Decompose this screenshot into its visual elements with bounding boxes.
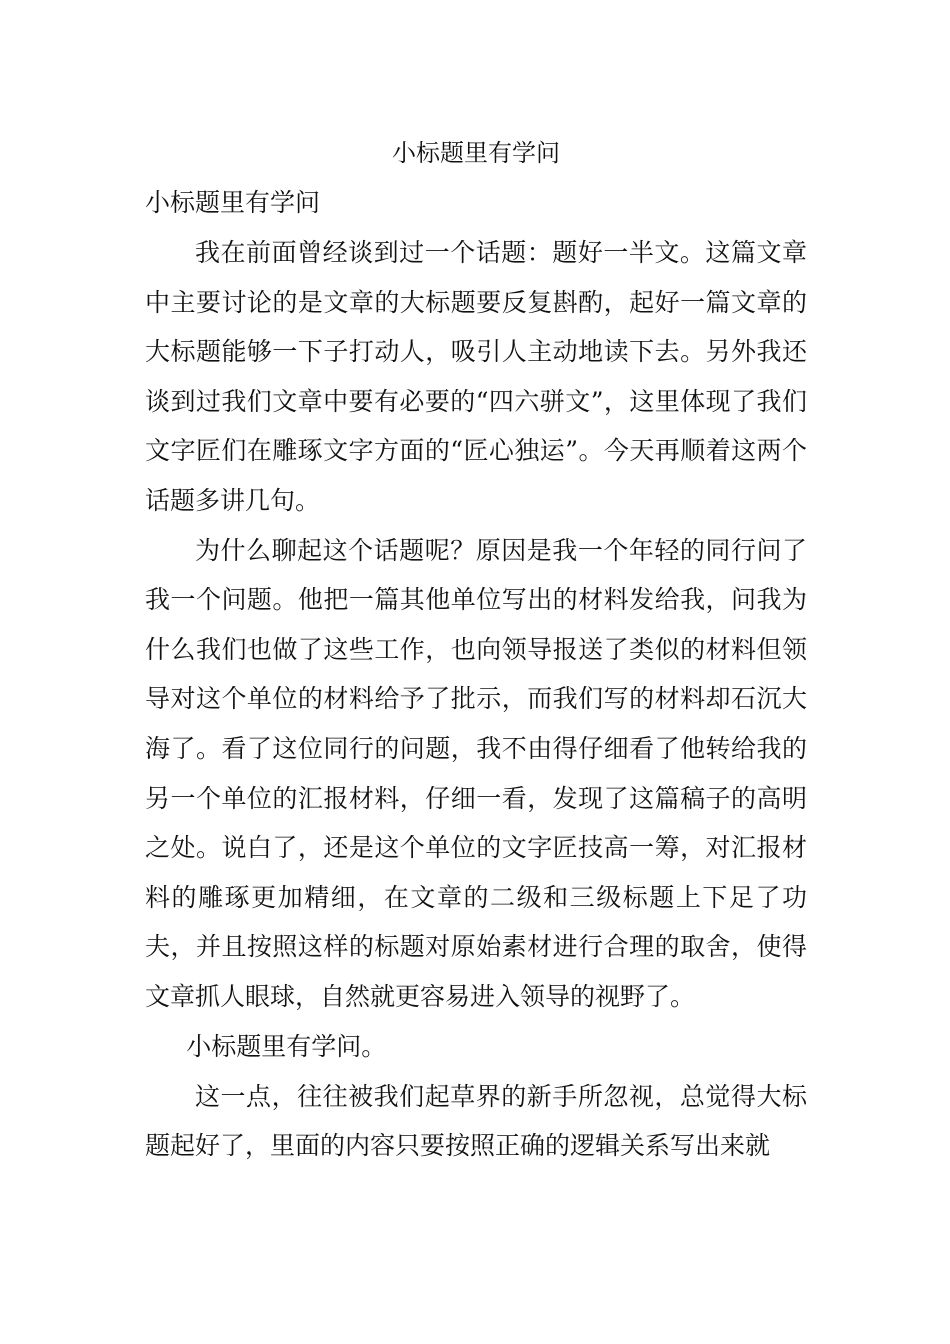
document-title: 小标题里有学问 bbox=[392, 139, 560, 167]
paragraph-3: 这一点，往往被我们起草界的新手所忽视，总觉得大标题起好了，里面的内容只要按照正确的逻辑关系写出来就 bbox=[145, 1081, 807, 1161]
section-heading: 小标题里有学问。 bbox=[186, 1031, 387, 1061]
document-page bbox=[145, 128, 807, 1171]
paragraph-2: 为什么聊起这个话题呢？原因是我一个年轻的同行问了我一个问题。他把一篇其他单位写出的材料发给我，问我为什么我们也做了这些工作，也向领导报送了类似的材料但领导对这个单位的材料给予了批示，而我们写的材料却石沉大海了。看了这位同行的问题，我不由得仔细看了他转给我的另一个单位的汇报材料，仔细一看，发现了这篇稿子的高明之处。说白了，还是这个单位的文字匠技高一筹，对汇报材料的雕琢更加精细，在文章的二级和三级标题上下足了功夫，并且按照这样的标题对原始素材进行合理的取舍，使得文章抓人眼球，自然就更容易进入领导的视野了。 bbox=[145, 535, 807, 1011]
document-subtitle: 小标题里有学问 bbox=[145, 188, 321, 217]
paragraph-1: 我在前面曾经谈到过一个话题：题好一半文。这篇文章中主要讨论的是文章的大标题要反复斟酌，起好一篇文章的大标题能够一下子打动人，吸引人主动地读下去。另外我还谈到过我们文章中要有必要的“四六骈文”，这里体现了我们文字匠们在雕琢文字方面的“匠心独运”。今天再顺着这两个话题多讲几句。 bbox=[145, 238, 807, 515]
